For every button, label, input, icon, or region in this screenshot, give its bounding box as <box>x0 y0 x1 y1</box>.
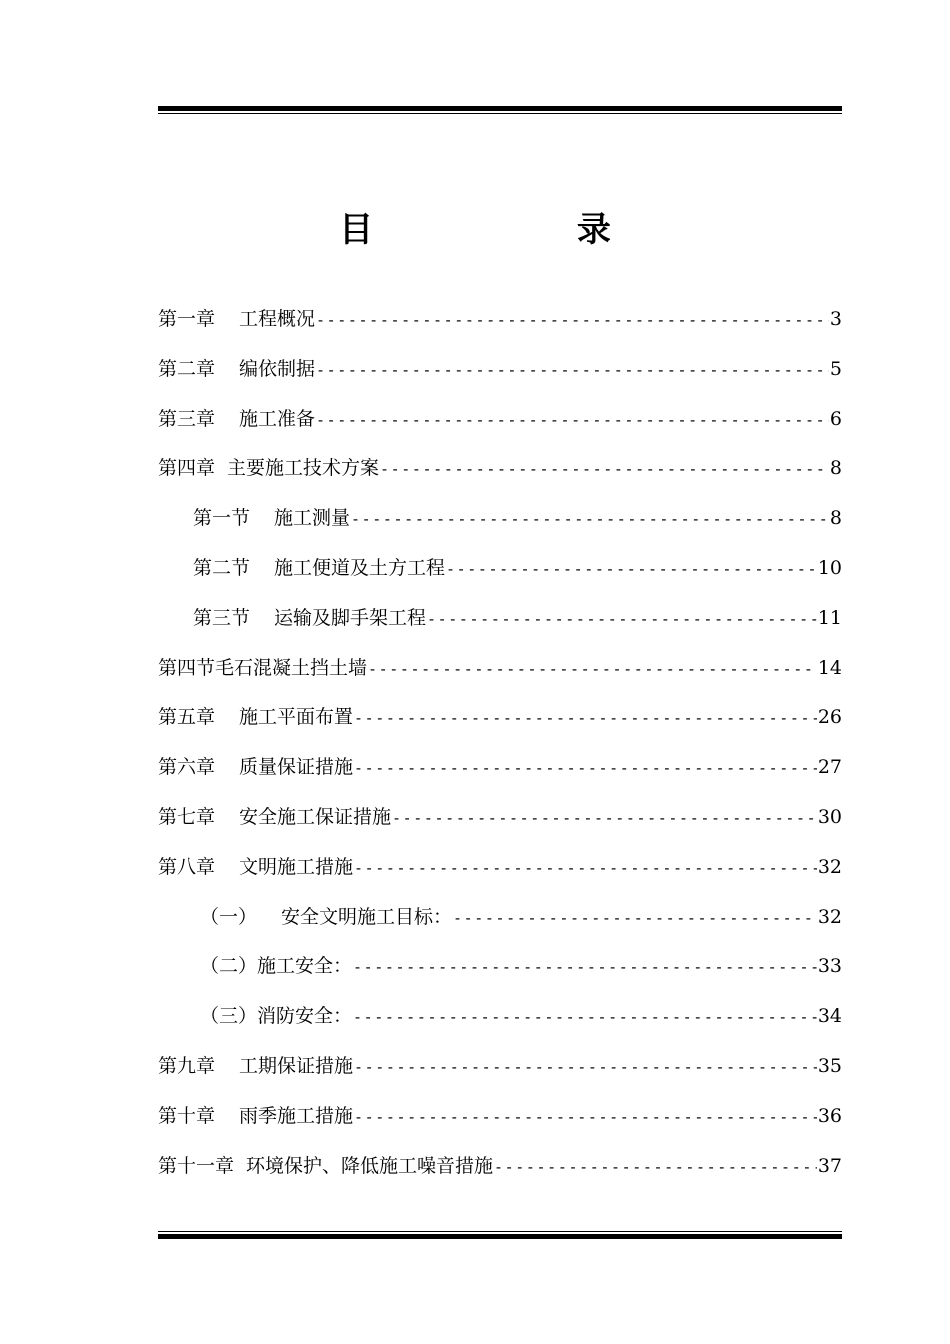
toc-entry-page: 11 <box>817 606 842 629</box>
toc-entry-page: 32 <box>817 905 842 928</box>
toc-entry-number: 第十一章 <box>158 1154 235 1177</box>
toc-entry[interactable] <box>158 802 842 852</box>
toc-entry[interactable] <box>158 1151 842 1201</box>
toc-entry-label <box>193 503 350 533</box>
toc-entry[interactable] <box>158 752 842 802</box>
toc-entry-number: 第七章 <box>158 805 216 828</box>
toc-entry-number: 第一章 <box>158 308 216 330</box>
toc-entry-label <box>158 354 315 384</box>
toc-entry-text: 毛石混凝土挡土墙 <box>215 656 368 679</box>
toc-entry[interactable] <box>158 453 842 503</box>
toc-entry[interactable] <box>158 902 842 952</box>
toc-leader-dashes <box>354 1052 817 1082</box>
toc-entry-number: 第八章 <box>158 855 216 878</box>
toc-leader-dashes <box>353 1002 817 1032</box>
footer-rule <box>158 1231 842 1239</box>
toc-leader-dashes <box>351 504 829 534</box>
toc-entry[interactable] <box>158 852 842 902</box>
toc-leader-dashes <box>353 952 817 982</box>
toc-entry-number: （二） <box>200 955 258 978</box>
table-of-contents <box>158 304 842 1200</box>
toc-entry-label <box>158 1151 493 1181</box>
toc-entry-number: 第九章 <box>158 1054 216 1077</box>
toc-entry-number: 第一节 <box>193 507 251 530</box>
toc-entry-page: 37 <box>817 1154 842 1177</box>
toc-entry-number: 第十章 <box>158 1104 216 1127</box>
toc-entry-number: 第三章 <box>158 407 216 430</box>
toc-entry[interactable] <box>158 1001 842 1051</box>
toc-leader-dashes <box>354 853 817 883</box>
toc-leader-dashes <box>427 604 817 634</box>
toc-entry-text: 施工准备 <box>239 407 316 430</box>
toc-entry-page: 5 <box>829 357 842 380</box>
toc-leader-dashes <box>494 1152 817 1182</box>
toc-entry[interactable] <box>158 603 842 653</box>
toc-entry-label <box>158 404 315 434</box>
toc-entry[interactable] <box>158 304 842 354</box>
toc-entry-text: 主要施工技术方案 <box>227 457 380 480</box>
toc-entry-label <box>158 1101 353 1131</box>
toc-entry-number: 第三节 <box>193 606 251 629</box>
toc-entry-number: 第五章 <box>158 706 216 729</box>
toc-leader-dashes <box>380 454 829 484</box>
toc-entry-text: 雨季施工措施 <box>239 1104 354 1127</box>
toc-entry-label <box>158 802 391 832</box>
toc-entry-text: 质量保证措施 <box>239 756 354 779</box>
toc-entry-number: 第二节 <box>193 556 251 579</box>
toc-entry-text: 施工平面布置 <box>239 706 354 729</box>
toc-entry-label <box>200 902 452 932</box>
toc-entry-text: 工程概况 <box>239 308 316 330</box>
toc-entry-number: （三） <box>200 1005 258 1028</box>
toc-entry-page: 36 <box>817 1104 842 1127</box>
toc-entry-label <box>158 1051 353 1081</box>
toc-entry-page: 33 <box>817 955 842 978</box>
toc-entry[interactable] <box>158 653 842 703</box>
toc-entry-page: 6 <box>829 407 842 430</box>
toc-leader-dashes <box>453 903 817 933</box>
toc-entry-page: 26 <box>817 706 842 729</box>
toc-entry-label <box>158 752 353 782</box>
toc-leader-dashes <box>446 554 817 584</box>
toc-entry-number: 第四章 <box>158 457 216 480</box>
toc-entry-label <box>158 453 379 483</box>
toc-entry-text: 工期保证措施 <box>239 1054 354 1077</box>
toc-entry-page: 32 <box>817 855 842 878</box>
toc-entry[interactable] <box>158 1051 842 1101</box>
toc-leader-dashes <box>354 753 817 783</box>
toc-entry-text: 施工安全： <box>257 955 353 978</box>
toc-title: 目 录 <box>339 210 707 250</box>
toc-entry-label <box>193 553 445 583</box>
toc-entry[interactable] <box>158 503 842 553</box>
toc-entry-page: 27 <box>817 756 842 779</box>
toc-entry-page: 34 <box>817 1005 842 1028</box>
toc-entry-label <box>200 951 352 981</box>
toc-entry-number: 第四节 <box>158 656 216 679</box>
toc-leader-dashes <box>316 405 829 435</box>
toc-entry[interactable] <box>158 354 842 404</box>
toc-entry-page: 35 <box>817 1054 842 1077</box>
toc-entry-page: 14 <box>817 656 842 679</box>
toc-entry-page: 10 <box>817 556 842 579</box>
toc-entry-label <box>158 304 315 334</box>
toc-entry-text: 环境保护、降低施工噪音措施 <box>246 1154 494 1177</box>
toc-entry[interactable] <box>158 404 842 454</box>
toc-entry-label <box>193 603 426 633</box>
toc-entry[interactable] <box>158 553 842 603</box>
toc-entry-label <box>158 653 367 683</box>
toc-entry[interactable] <box>158 1101 842 1151</box>
toc-entry-number: 第六章 <box>158 756 216 779</box>
toc-entry-page: 3 <box>829 308 842 330</box>
toc-entry-text: 施工便道及土方工程 <box>274 556 446 579</box>
toc-entry-label <box>200 1001 352 1031</box>
toc-entry-text: 文明施工措施 <box>239 855 354 878</box>
toc-leader-dashes <box>392 803 817 833</box>
toc-leader-dashes <box>354 1102 817 1132</box>
toc-entry-text: 安全文明施工目标： <box>281 905 453 928</box>
toc-entry-text: 运输及脚手架工程 <box>274 606 427 629</box>
toc-leader-dashes <box>316 355 829 385</box>
toc-entry-text: 消防安全： <box>257 1005 353 1028</box>
toc-entry-text: 编依制据 <box>239 357 316 380</box>
toc-entry-number: （一） <box>200 905 258 928</box>
toc-entry-page: 30 <box>817 805 842 828</box>
toc-entry-text: 安全施工保证措施 <box>239 805 392 828</box>
toc-leader-dashes <box>316 305 829 335</box>
toc-entry-number: 第二章 <box>158 357 216 380</box>
header-rule <box>158 106 842 114</box>
toc-entry-page: 8 <box>829 507 842 530</box>
toc-entry[interactable] <box>158 951 842 1001</box>
toc-leader-dashes <box>354 703 817 733</box>
toc-entry-page: 8 <box>829 457 842 480</box>
toc-entry[interactable] <box>158 702 842 752</box>
toc-entry-text: 施工测量 <box>274 507 351 530</box>
toc-entry-label <box>158 852 353 882</box>
toc-entry-label <box>158 702 353 732</box>
toc-leader-dashes <box>368 654 817 684</box>
